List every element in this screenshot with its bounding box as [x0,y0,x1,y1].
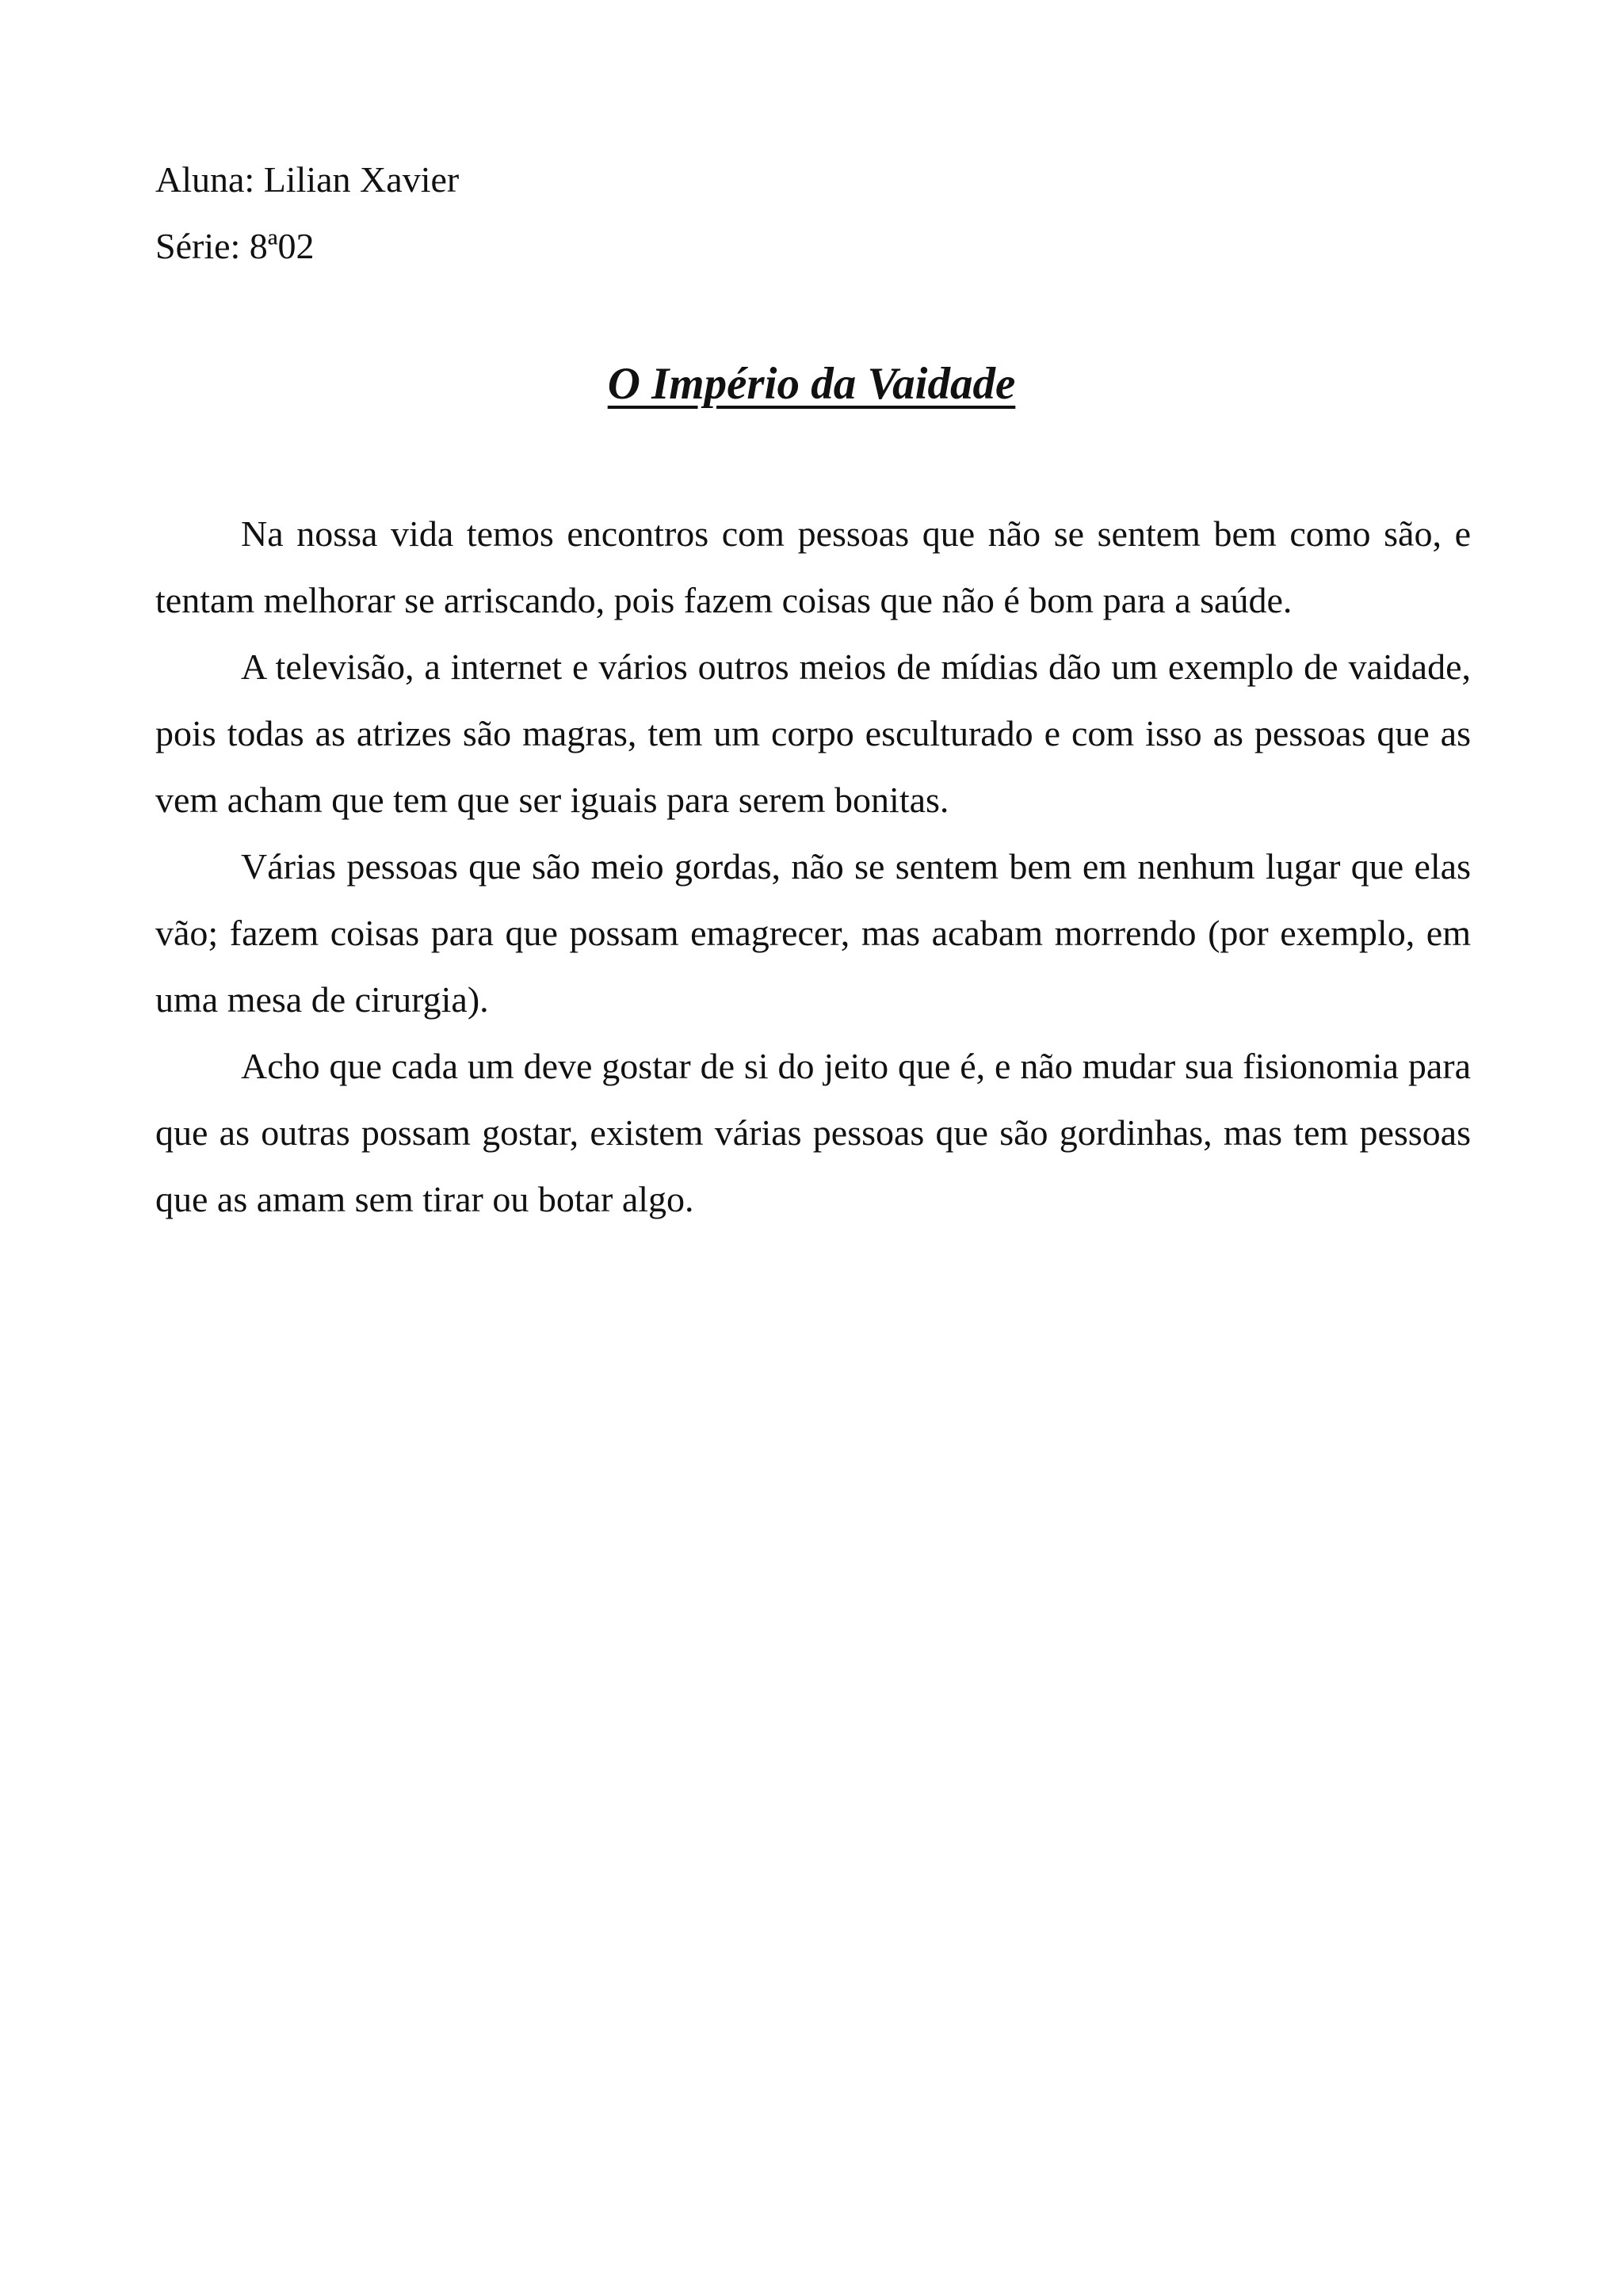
student-name: Aluna: Lilian Xavier [155,159,460,200]
document-title: O Império da Vaidade [607,359,1016,409]
paragraph: Acho que cada um deve gostar de si do jeito que é, e não mudar sua fisionomia para que as outras possam gostar, existem várias pessoas que são gordinhas, mas tem pessoas que as amam sem tirar ou botar algo. [155,1046,1471,1219]
paragraph: Na nossa vida temos encontros com pessoas que não se sentem bem como são, e tentam melhorar se arriscando, pois fazem coisas que não é bom para a saúde. [155,513,1471,620]
paragraph: Várias pessoas que são meio gordas, não se sentem bem em nenhum lugar que elas vão; fazem coisas para que possam emagrecer, mas acabam morrendo (por exemplo, em uma mesa de cirurgia). [155,846,1471,1020]
document-body [155,501,1471,1233]
paragraph: A televisão, a internet e vários outros meios de mídias dão um exemplo de vaidade, pois todas as atrizes são magras, tem um corpo esculturado e com isso as pessoas que as vem acham que tem que ser iguais para serem bonitas. [155,646,1471,820]
student-grade: Série: 8ª02 [155,226,315,266]
